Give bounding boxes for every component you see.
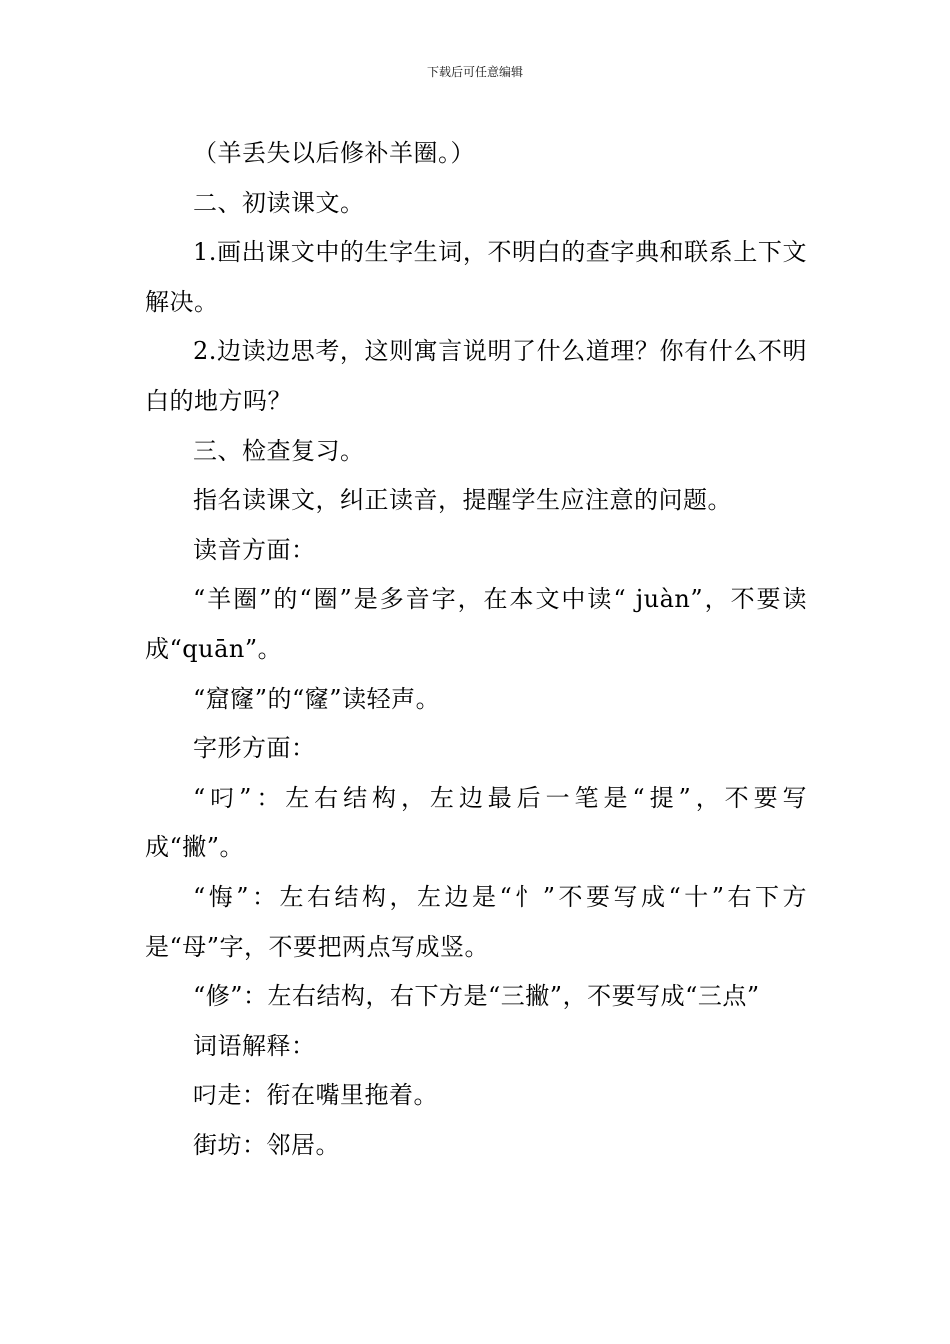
paragraph: 2.边读边思考，这则寓言说明了什么道理？你有什么不明白的地方吗？: [145, 337, 807, 415]
paragraph: “悔”：左右结构，左边是“忄”不要写成“十”右下方是“母”字，不要把两点写成竖。: [145, 882, 807, 961]
paragraph: “羊圈”的“圈”是多音字，在本文中读“ juàn”，不要读成“quān”。: [145, 585, 807, 663]
subheading: 字形方面：: [193, 734, 316, 763]
section-heading: 三、检查复习。: [193, 436, 365, 465]
subheading: 词语解释：: [193, 1031, 316, 1060]
paragraph: “叼”：左右结构，左边最后一笔是“提”，不要写成“撇”。: [145, 783, 807, 862]
paragraph: “修”：左右结构，右下方是“三撇”，不要写成“三点”: [193, 982, 760, 1011]
paragraph: 指名读课文，纠正读音，提醒学生应注意的问题。: [193, 486, 732, 515]
paragraph: 街坊：邻居。: [193, 1130, 340, 1159]
paragraph: 1.画出课文中的生字生词，不明白的查字典和联系上下文解决。: [145, 238, 807, 316]
paragraph: “窟窿”的“窿”读轻声。: [193, 684, 441, 713]
document-body: [145, 129, 807, 1170]
header-note: 下载后可任意编辑: [426, 65, 523, 79]
paragraph: 叼走：衔在嘴里拖着。: [193, 1081, 438, 1110]
subheading: 读音方面：: [193, 535, 316, 564]
paragraph: （羊丢失以后修补羊圈。）: [193, 139, 475, 167]
section-heading: 二、初读课文。: [193, 188, 365, 217]
